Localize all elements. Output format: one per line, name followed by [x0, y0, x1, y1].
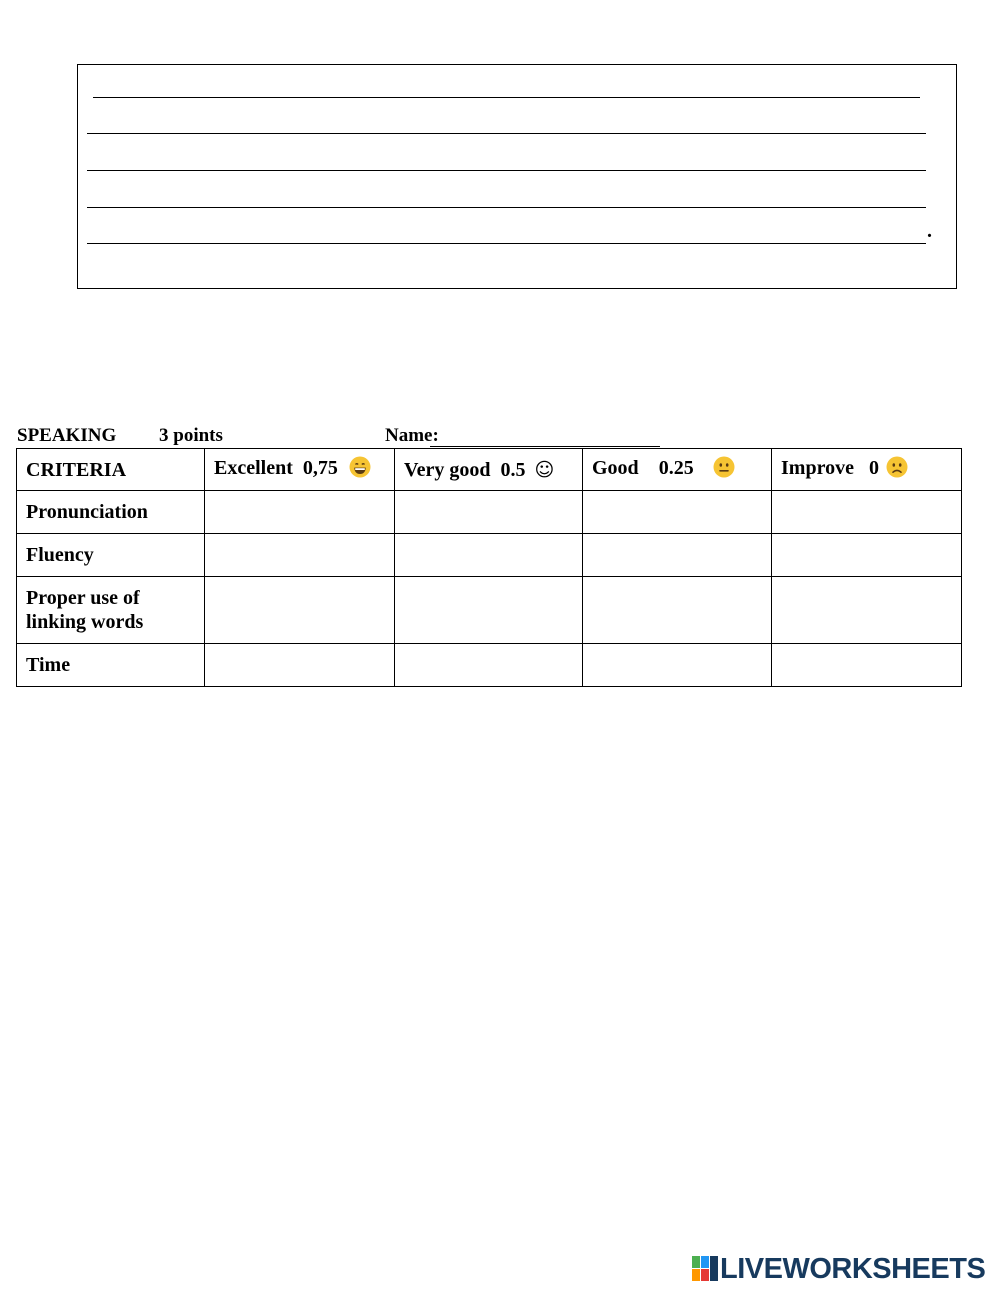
- cell-very-good[interactable]: [395, 491, 583, 534]
- name-field[interactable]: [430, 446, 660, 447]
- speaking-points: 3 points: [159, 425, 223, 446]
- cell-excellent[interactable]: [205, 491, 395, 534]
- answer-line-3[interactable]: [87, 170, 926, 171]
- criterion-pronunciation: Pronunciation: [17, 491, 205, 534]
- cell-very-good[interactable]: [395, 644, 583, 687]
- table-row: [17, 534, 962, 577]
- cell-excellent[interactable]: [205, 534, 395, 577]
- header-excellent: Excellent 0,75: [205, 449, 395, 491]
- table-row: [17, 577, 962, 644]
- cell-good[interactable]: [583, 534, 772, 577]
- cell-improve[interactable]: [772, 491, 962, 534]
- cell-good[interactable]: [583, 644, 772, 687]
- smiling-face-icon: ☺: [534, 458, 555, 481]
- speaking-rubric-table: [16, 448, 962, 687]
- liveworksheets-logo: [692, 1254, 990, 1284]
- cell-excellent[interactable]: [205, 577, 395, 644]
- speaking-title: SPEAKING: [17, 425, 117, 446]
- end-period: .: [927, 220, 932, 242]
- cell-very-good[interactable]: [395, 577, 583, 644]
- liveworksheets-mark-icon: [692, 1256, 718, 1282]
- header-criteria: CRITERIA: [17, 449, 205, 491]
- cell-improve[interactable]: [772, 644, 962, 687]
- answer-line-2[interactable]: [87, 133, 926, 134]
- writing-box: [77, 64, 957, 289]
- criterion-linking-words: Proper use of linking words: [17, 577, 205, 644]
- cell-very-good[interactable]: [395, 534, 583, 577]
- criterion-time: Time: [17, 644, 205, 687]
- cell-improve[interactable]: [772, 534, 962, 577]
- table-row: [17, 644, 962, 687]
- cell-good[interactable]: [583, 577, 772, 644]
- logo-text: LIVEWORKSHEETS: [720, 1253, 986, 1285]
- header-very-good: Very good 0.5 ☺: [395, 449, 583, 491]
- grinning-face-icon: [349, 456, 371, 484]
- cell-improve[interactable]: [772, 577, 962, 644]
- name-label: Name:: [385, 425, 439, 446]
- header-improve: Improve 0: [772, 449, 962, 491]
- table-row: [17, 491, 962, 534]
- cell-excellent[interactable]: [205, 644, 395, 687]
- cell-good[interactable]: [583, 491, 772, 534]
- header-good: Good 0.25: [583, 449, 772, 491]
- frowning-face-icon: [886, 456, 908, 484]
- neutral-face-icon: [713, 456, 735, 484]
- table-header-row: [17, 449, 962, 491]
- answer-line-4[interactable]: [87, 207, 926, 208]
- answer-line-5[interactable]: [87, 243, 926, 244]
- criterion-fluency: Fluency: [17, 534, 205, 577]
- answer-line-1[interactable]: [93, 97, 920, 98]
